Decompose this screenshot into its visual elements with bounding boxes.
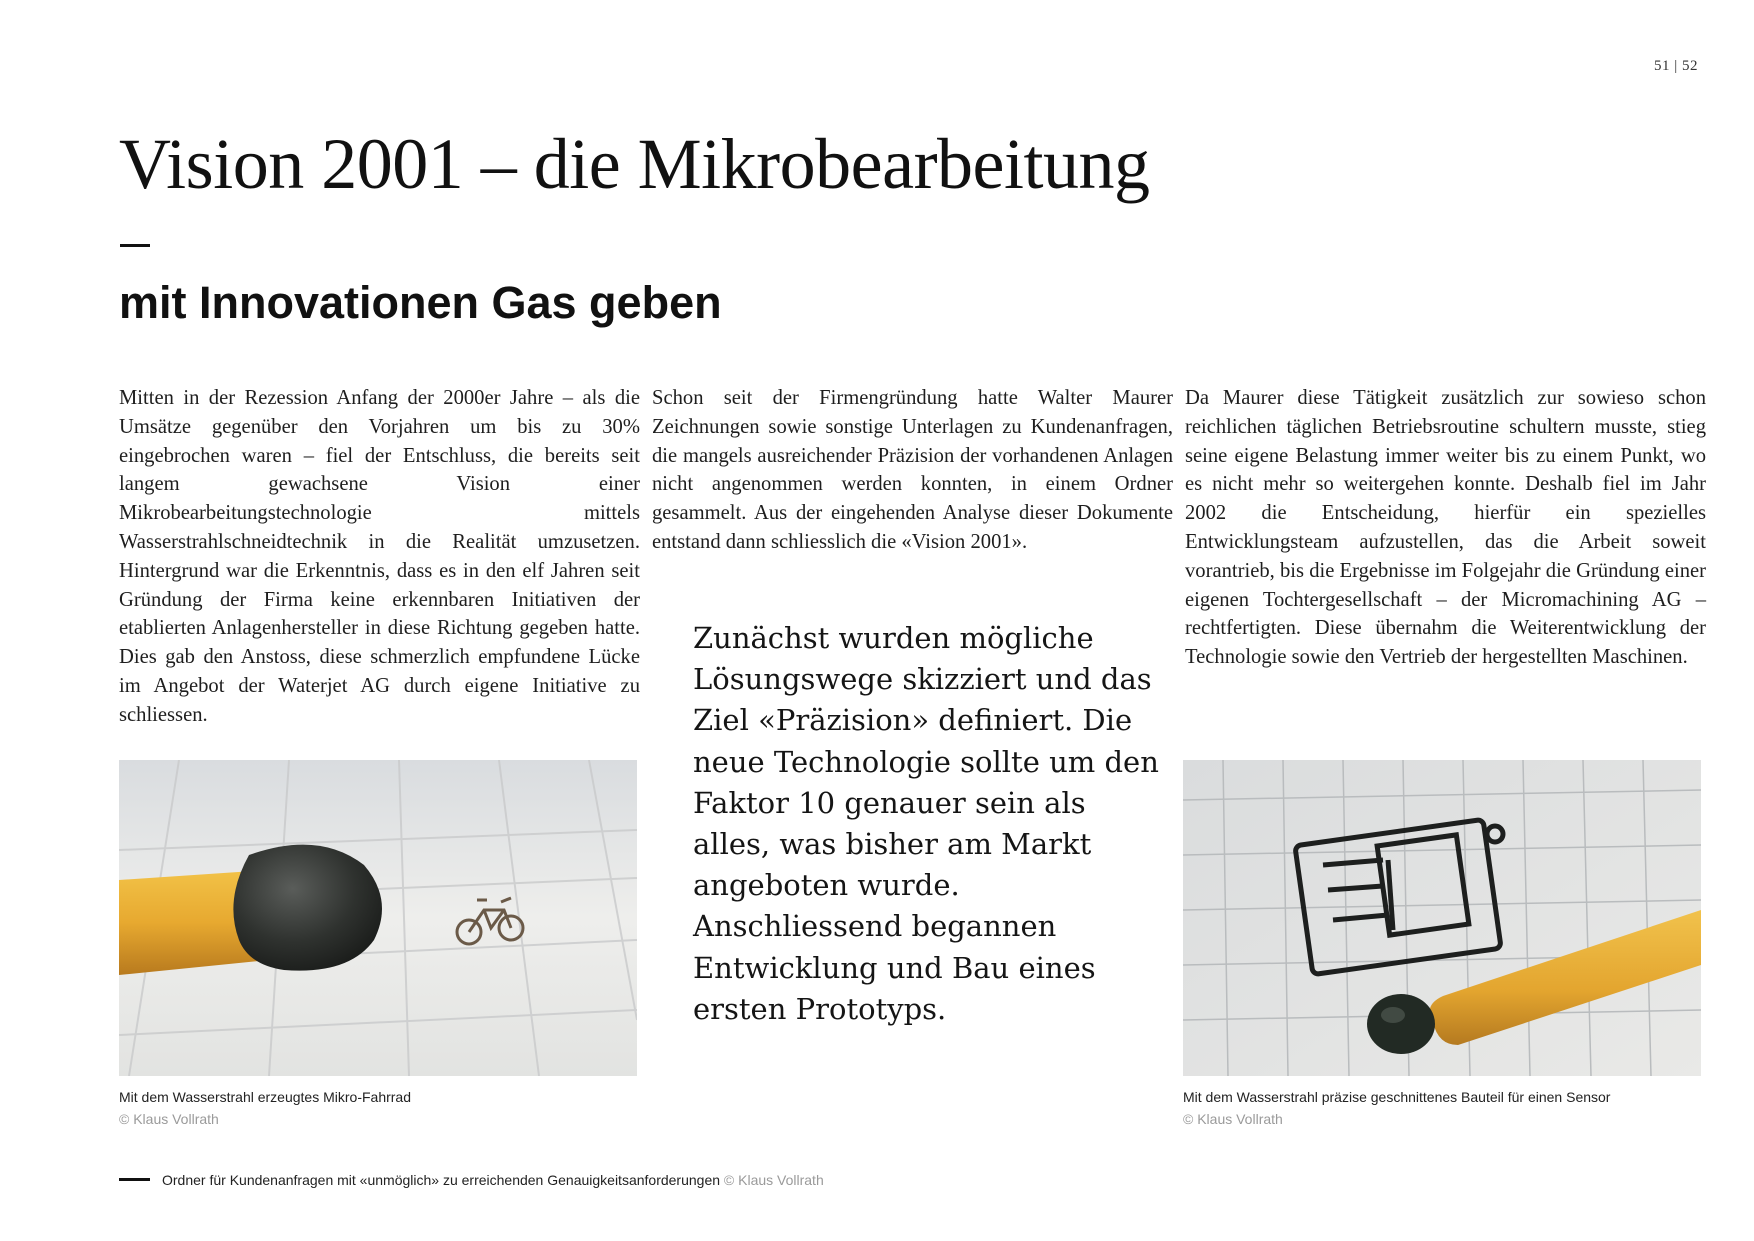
footnote-text: Ordner für Kundenanfragen mit «unmöglich» zu erreichenden Genauigkeitsanforderungen [162,1172,721,1188]
body-column-1: Mitten in der Rezession Anfang der 2000er Jahre – als die Umsätze gegenüber den Vorjahren um bis zu 30% eingebrochen waren – fiel der Entschluss, die bereits seit langem gewachsene Vision einer Mikrobearbeitungstechnologie mittels Wasserstrahlschneidtechnik in die Realität umzusetzen. Hintergrund war die Erkenntnis, dass es in den elf Jahren seit Gründung der Firma keine erkennbaren Initiativen der etablierten Anlagenhersteller in diese Richtung gegeben hatte. Dies gab den Anstoss, diese schmerzlich empfundene Lücke im Angebot der Waterjet AG durch eigene Initiative zu schliessen. [119,387,640,726]
photo-sensor-component [1183,760,1701,1076]
caption-text: Mit dem Wasserstrahl präzise geschnittenes Bauteil für einen Sensor [1183,1089,1611,1105]
photo-caption-2 [1183,1086,1743,1130]
footnote-credit: © Klaus Vollrath [723,1172,824,1188]
photo-micro-bicycle [119,760,637,1076]
photo-caption-1 [119,1086,679,1130]
sensor-component-image [1183,760,1701,1076]
photo-credit: © Klaus Vollrath [1183,1111,1283,1127]
footnote-rule [119,1178,150,1181]
photo-credit: © Klaus Vollrath [119,1111,219,1127]
page-title: Vision 2001 – die Mikrobearbeitung [119,124,1150,204]
body-column-2: Schon seit der Firmengründung hatte Walter Maurer Zeichnungen sowie sonstige Unterlagen zu Kundenanfragen, die mangels ausreichender Präzision der vorhandenen Anlagen nicht angenommen werden konnten, in einem Ordner gesammelt. Aus der eingehenden Analyse dieser Dokumente entstand dann schliesslich die «Vision 2001». [652,387,1173,553]
footnote [119,1170,1319,1190]
caption-text: Mit dem Wasserstrahl erzeugtes Mikro-Fahrrad [119,1089,412,1105]
title-divider [120,244,150,247]
page-number: 51 | 52 [1654,58,1699,74]
pull-quote: Zunächst wurden mögliche Lösungswege skizziert und das Ziel «Präzision» definiert. Die neue Technologie sollte um den Faktor 10 genauer sein als alles, was bisher am Markt angeboten wurde. Anschliessend begannen Entwicklung und Bau eines ersten Prototyps. [693,621,1159,1026]
page-subtitle: mit Innovationen Gas geben [119,277,722,328]
body-column-3: Da Maurer diese Tätigkeit zusätzlich zur sowieso schon reichlichen täglichen Betriebsroutine schultern musste, stieg seine eigene Belastung immer weiter bis zu einem Punkt, wo es nicht mehr so weitergehen konnte. Deshalb fiel im Jahr 2002 die Entscheidung, hierfür ein spezielles Entwicklungsteam aufzustellen, das die Arbeit soweit vorantrieb, bis die Ergebnisse im Folgejahr die Gründung einer eigenen Tochtergesellschaft – der Micromachining AG – rechtfertigten. Diese übernahm die Weiterentwicklung der Technologie sowie den Vertrieb der hergestellten Maschinen. [1185,387,1706,669]
micro-bicycle-image [119,760,637,1076]
